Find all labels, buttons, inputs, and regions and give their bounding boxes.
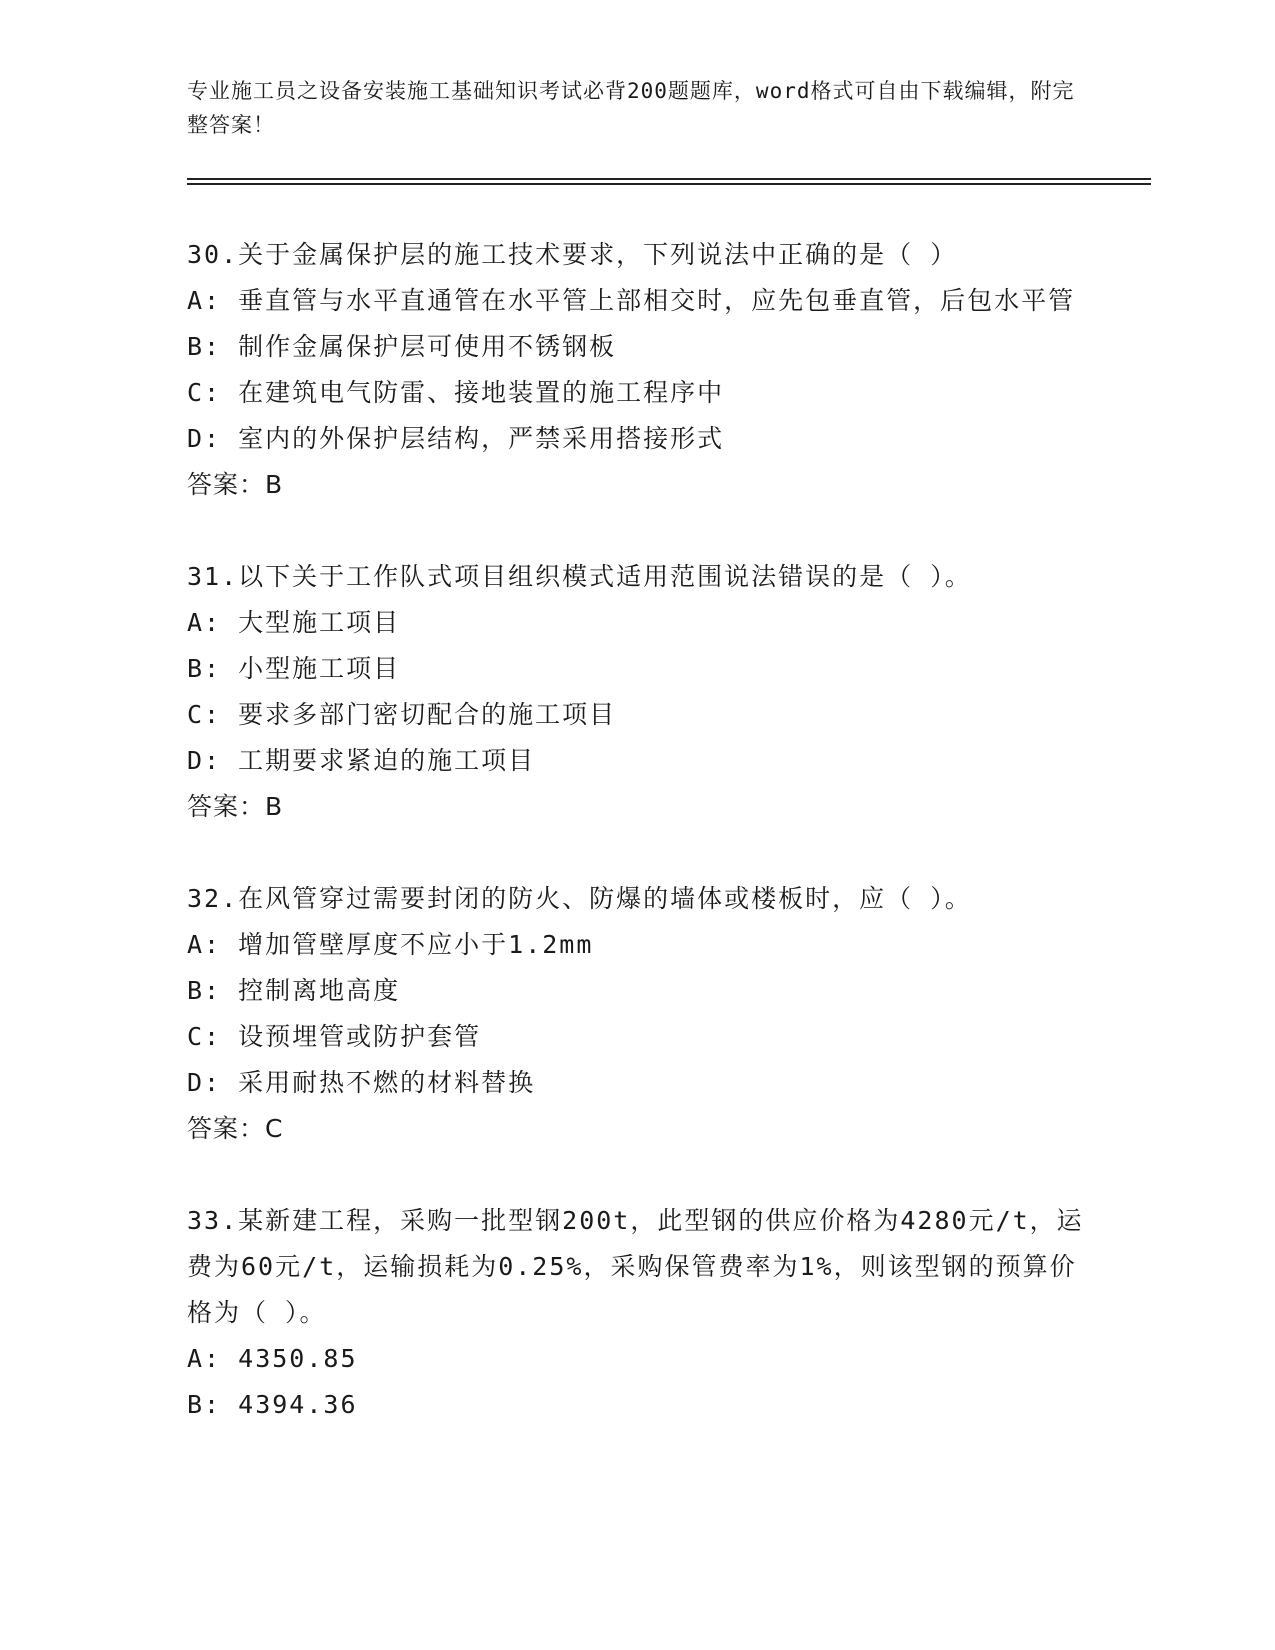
- option-a: A: 增加管壁厚度不应小于1.2mm: [187, 930, 594, 959]
- answer-label: 答案：B: [187, 470, 284, 499]
- question-stem: 33.某新建工程，采购一批型钢200t，此型钢的供应价格为4280元/t，运费为60元/t，运输损耗为0.25%，采购保管费率为1%，则该型钢的预算价格为（ ）。: [187, 1206, 1084, 1327]
- option-a: A: 4350.85: [187, 1344, 358, 1373]
- option-a: A: 垂直管与水平直通管在水平管上部相交时，应先包垂直管，后包水平管: [187, 286, 1076, 315]
- question-stem: 30.关于金属保护层的施工技术要求，下列说法中正确的是（ ）: [187, 240, 958, 269]
- document-header: 专业施工员之设备安装施工基础知识考试必背200题题库，word格式可自由下载编辑，附完整答案！: [187, 79, 1075, 137]
- question-stem: 32.在风管穿过需要封闭的防火、防爆的墙体或楼板时，应（ ）。: [187, 884, 972, 913]
- question-33: [187, 1198, 1087, 1428]
- option-a: A: 大型施工项目: [187, 608, 401, 637]
- question-stem: 31.以下关于工作队式项目组织模式适用范围说法错误的是（ ）。: [187, 562, 972, 591]
- option-c: C: 设预埋管或防护套管: [187, 1022, 482, 1051]
- option-b: B: 小型施工项目: [187, 654, 401, 683]
- question-32: [187, 876, 1087, 1152]
- question-list: [187, 232, 1087, 1474]
- option-c: C: 要求多部门密切配合的施工项目: [187, 700, 617, 729]
- option-b: B: 制作金属保护层可使用不锈钢板: [187, 332, 617, 361]
- answer-label: 答案：C: [187, 1114, 284, 1143]
- option-b: B: 控制离地高度: [187, 976, 401, 1005]
- header-divider-bottom: [187, 183, 1151, 185]
- option-d: D: 采用耐热不燃的材料替换: [187, 1068, 536, 1097]
- option-b: B: 4394.36: [187, 1390, 358, 1419]
- option-d: D: 室内的外保护层结构，严禁采用搭接形式: [187, 424, 725, 453]
- header-divider-top: [187, 178, 1151, 180]
- question-30: [187, 232, 1087, 508]
- option-d: D: 工期要求紧迫的施工项目: [187, 746, 536, 775]
- option-c: C: 在建筑电气防雷、接地装置的施工程序中: [187, 378, 725, 407]
- question-31: [187, 554, 1087, 830]
- answer-label: 答案：B: [187, 792, 284, 821]
